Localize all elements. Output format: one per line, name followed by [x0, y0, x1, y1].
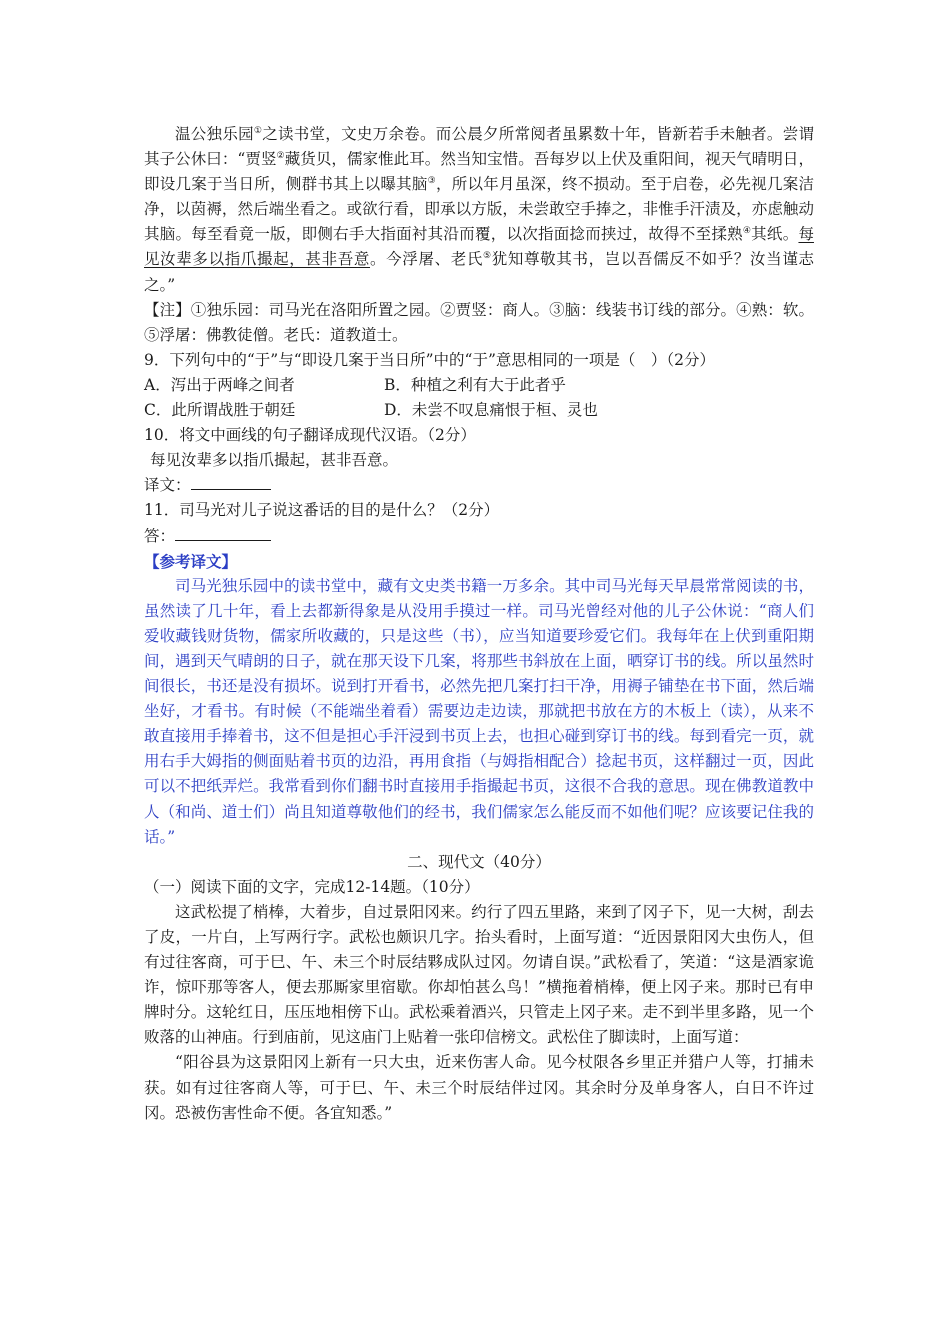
footnote-marker: ⑤ [483, 251, 492, 262]
note-text: ①独乐园：司马光在洛阳所置之园。②贾竖：商人。③脑：线装书订线的部分。④熟：软。⑤浮屠：佛教徒僧。老氏：道教道士。 [144, 300, 814, 344]
answer-label: 答： [144, 526, 176, 545]
reference-heading: 【参考译文】 [144, 551, 238, 571]
question-9-options-row-2 [144, 398, 814, 423]
question-10-stem: 10．将文中画线的句子翻译成现代汉语。（2分） [144, 426, 476, 445]
subsection-title: （一）阅读下面的文字，完成12-14题。（10分） [144, 877, 480, 896]
classical-text [144, 122, 814, 298]
option-c: C．此所谓战胜于朝廷 [144, 401, 296, 420]
document-page [144, 122, 814, 1126]
question-9-options-row-1 [144, 373, 814, 398]
classical-text-part: 其纸。 [751, 225, 799, 244]
classical-text-part: 。今浮屠、老氏 [370, 250, 484, 269]
modern-paragraph-2: “阳谷县为这景阳冈上新有一只大虫，近来伤害人命。见今杖限各乡里正并猎户人等，打捕未获。如有过往客商人等，可于巳、午、未三个时辰结伴过冈。其余时分及单身客人，白日不许过冈。恐被伤害性命不便。各宜知悉。” [144, 1053, 814, 1122]
section-title: 二、现代文（40分） [407, 852, 551, 871]
classical-text-part: 藏货贝，儒家惟此耳。然当知宝惜。吾每岁以上伏及重阳间，视天气晴明日，即设几案于当日所，侧群书其上以曝其脑 [144, 150, 814, 194]
answer-blank[interactable] [191, 475, 271, 490]
question-10-answer-line [144, 473, 814, 498]
modern-paragraph-1: 这武松提了梢棒，大着步，自过景阳冈来。约行了四五里路，来到了冈子下，见一大树，刮去了皮，一片白，上写两行字。武松也颇识几字。抬头看时，上面写道：“近因景阳冈大虫伤人，但有过往客商，可于巳、午、未三个时辰结夥成队过冈。勿请自误。”武松看了，笑道：“这是酒家诡诈，惊吓那等客人，便去那厮家里宿歇。你却怕甚么鸟！”横拖着梢棒，便上冈子来。那时已有申牌时分。这轮红日，压压地相傍下山。武松乘着酒兴，只管走上冈子来。走不到半里多路，见一个败落的山神庙。行到庙前，见这庙门上贴着一张印信榜文。武松住了脚读时，上面写道： [144, 902, 814, 1047]
option-d: D．未尝不叹息痛恨于桓、灵也 [384, 401, 598, 420]
annotation-note [144, 298, 814, 348]
question-10-sentence: 每见汝辈多以指爪撮起，甚非吾意。 [150, 451, 399, 470]
classical-text-part: 犹知尊敬其书，岂以吾儒反不如乎？汝当谨志之。” [144, 250, 814, 294]
classical-text-part: ，所以年月虽深，终不损动。至于启卷，必先视几案洁净，以茵褥，然后端坐看之。或欲行看，即承以方版，未尝敢空手捧之，非惟手汗渍及，亦虑触动其脑。每至看竟一版，即侧右手大指面衬其沿而覆，以次指面捻而挟过，故得不至揉熟 [144, 175, 814, 244]
answer-blank[interactable] [175, 526, 271, 541]
note-label: 【注】 [144, 300, 191, 319]
classical-text-part: 之读书堂，文史万余卷。而公晨夕所常阅者虽累数十年，皆新若手未触者。尝谓其子公休曰：“贾竖 [144, 125, 814, 169]
option-b: B．种植之利有大于此者乎 [384, 375, 566, 394]
footnote-marker: ④ [742, 226, 752, 237]
option-a: A．泻出于两峰之间者 [144, 375, 295, 394]
reference-translation: 司马光独乐园中的读书堂中，藏有文史类书籍一万多余。其中司马光每天早晨常常阅读的书，虽然读了几十年，看上去都新得象是从没用手摸过一样。司马光曾经对他的儿子公休说：“商人们爱收藏钱财货物，儒家所收藏的，只是这些（书），应当知道要珍爱它们。我每年在上伏到重阳期间，遇到天气晴朗的日子，就在那天设下几案，将那些书斜放在上面，晒穿订书的线。所以虽然时间很长，书还是没有损坏。说到打开看书，必然先把几案打扫干净，用褥子铺垫在书下面，然后端坐好，才看书。有时候（不能端坐着看）需要边走边读，那就把书放在方的木板上（读），从来不敢直接用手捧着书，这不但是担心手汗浸到书页上去，也担心碰到穿订书的线。每到看完一页，就用右手大姆指的侧面贴着书页的边沿，再用食指（与姆指相配合）捻起书页，这样翻过一页，因此可以不把纸弄烂。我常看到你们翻书时直接用手指撮起书页，这很不合我的意思。现在佛教道教中人（和尚、道士们）尚且知道尊敬他们的经书，我们儒家怎么能反而不如他们呢？应该要记住我的话。” [144, 576, 814, 846]
footnote-marker: ① [253, 125, 263, 136]
question-11-stem: 11．司马光对儿子说这番话的目的是什么？（2分） [144, 501, 500, 520]
footnote-marker: ② [276, 150, 285, 161]
question-11-answer-line [144, 524, 814, 549]
classical-text-part: 温公独乐园 [175, 125, 254, 143]
underlined-sentence: 每见汝辈多以指爪撮起，甚非吾意 [144, 225, 814, 269]
question-9-stem: 9．下列句中的“于”与“即设几案于当日所”中的“于”意思相同的一项是（ ）（2分） [144, 350, 716, 369]
answer-label: 译文： [144, 476, 191, 495]
footnote-marker: ③ [427, 176, 436, 187]
